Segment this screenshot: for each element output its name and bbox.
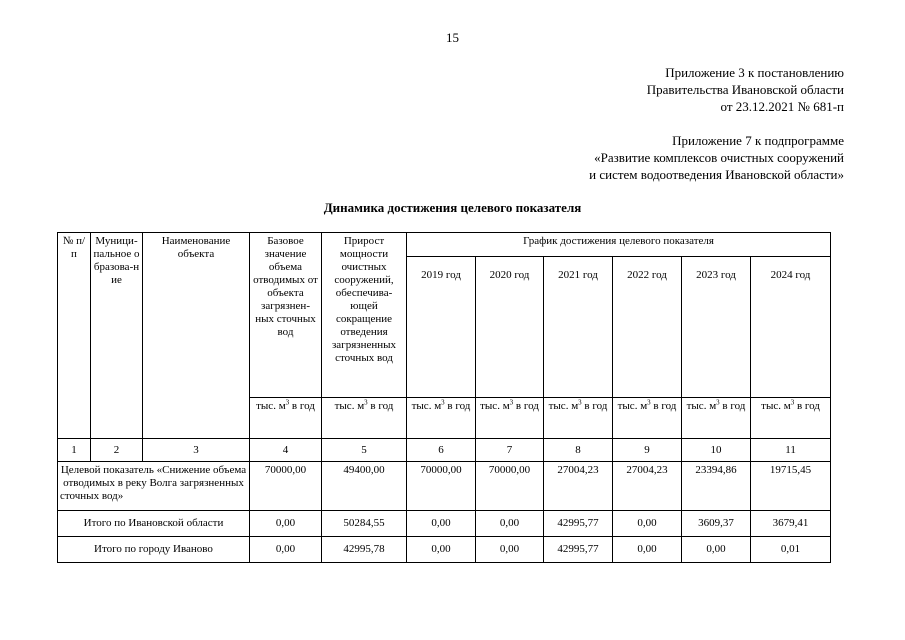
- unit-suffix: в год: [367, 400, 394, 412]
- row-label: Целевой показатель «Снижение объема отводимых в реку Волга загрязненных сточных вод»: [58, 462, 250, 511]
- header-schedule: График достижения целевого показателя: [407, 233, 831, 257]
- header-capacity-growth: Прирост мощности очистных сооружений, обеспечива-ющей сокращение отведения загрязненных сточных вод: [322, 233, 407, 398]
- appendix-3-heading: [647, 64, 844, 115]
- unit-prefix: тыс. м: [411, 400, 442, 412]
- cell-value: 42995,77: [544, 511, 613, 537]
- unit-prefix: тыс. м: [334, 400, 365, 412]
- cell-value: 0,00: [407, 511, 476, 537]
- unit-prefix: тыс. м: [686, 400, 717, 412]
- header-year: 2022 год: [613, 257, 682, 398]
- cell-value: 42995,78: [322, 537, 407, 563]
- column-number: 11: [751, 439, 831, 462]
- cell-value: 70000,00: [476, 462, 544, 511]
- cell-value: 70000,00: [250, 462, 322, 511]
- unit-cell: [322, 398, 407, 439]
- unit-exponent: 3: [647, 398, 651, 407]
- unit-exponent: 3: [509, 398, 514, 407]
- unit-cell: [544, 398, 613, 439]
- column-number: 8: [544, 439, 613, 462]
- unit-exponent: 3: [716, 398, 720, 407]
- unit-prefix: тыс. м: [617, 400, 648, 412]
- cell-value: 0,00: [250, 511, 322, 537]
- unit-suffix: в год: [719, 400, 746, 412]
- cell-value: 27004,23: [544, 462, 613, 511]
- unit-cell: [682, 398, 751, 439]
- column-number: 9: [613, 439, 682, 462]
- cell-value: 0,00: [476, 537, 544, 563]
- unit-suffix: в год: [581, 400, 608, 412]
- cell-value: 0,00: [613, 537, 682, 563]
- header-year: 2020 год: [476, 257, 544, 398]
- cell-value: 42995,77: [544, 537, 613, 563]
- page-number: 15: [446, 30, 459, 45]
- header-year: 2019 год: [407, 257, 476, 398]
- unit-prefix: тыс. м: [761, 400, 791, 412]
- unit-suffix: в год: [513, 400, 539, 412]
- unit-prefix: тыс. м: [548, 400, 579, 412]
- appendix-7-line: и систем водоотведения Ивановской области»: [589, 167, 844, 182]
- appendix-3-line: Приложение 3 к постановлению: [665, 65, 844, 80]
- header-municipality: Муници-пальное образова-ние: [91, 233, 143, 439]
- appendix-7-line: Приложение 7 к подпрограмме: [672, 133, 844, 148]
- column-number: 7: [476, 439, 544, 462]
- cell-value: 19715,45: [751, 462, 831, 511]
- cell-value: 23394,86: [682, 462, 751, 511]
- unit-suffix: в год: [794, 400, 820, 412]
- cell-value: 0,00: [613, 511, 682, 537]
- header-year: 2023 год: [682, 257, 751, 398]
- unit-exponent: 3: [441, 398, 445, 407]
- cell-value: 50284,55: [322, 511, 407, 537]
- cell-value: 0,00: [476, 511, 544, 537]
- column-number: 2: [91, 439, 143, 462]
- cell-value: 3609,37: [682, 511, 751, 537]
- header-object: Наименование объекта: [143, 233, 250, 439]
- column-number: 1: [58, 439, 91, 462]
- cell-value: 0,00: [682, 537, 751, 563]
- header-base-value: Базовое значение объема отводимых от объекта загрязнен-ных сточных вод: [250, 233, 322, 398]
- row-label: Итого по Ивановской области: [58, 511, 250, 537]
- cell-value: 49400,00: [322, 462, 407, 511]
- row-label: Итого по городу Иваново: [58, 537, 250, 563]
- unit-exponent: 3: [285, 398, 290, 407]
- unit-exponent: 3: [790, 398, 795, 407]
- unit-prefix: тыс. м: [256, 400, 286, 412]
- cell-value: 3679,41: [751, 511, 831, 537]
- column-number: 6: [407, 439, 476, 462]
- unit-suffix: в год: [650, 400, 677, 412]
- column-number: 3: [143, 439, 250, 462]
- cell-value: 27004,23: [613, 462, 682, 511]
- table-row: [58, 537, 831, 563]
- unit-cell: [250, 398, 322, 439]
- appendix-7-heading: [589, 132, 844, 183]
- table-row: [58, 511, 831, 537]
- column-number: 5: [322, 439, 407, 462]
- appendix-7-line: «Развитие комплексов очистных сооружений: [594, 150, 844, 165]
- cell-value: 0,00: [407, 537, 476, 563]
- unit-cell: [613, 398, 682, 439]
- unit-suffix: в год: [289, 400, 315, 412]
- document-title: Динамика достижения целевого показателя: [323, 200, 582, 215]
- table-row: [58, 462, 831, 511]
- appendix-3-line: от 23.12.2021 № 681-п: [720, 99, 844, 114]
- unit-cell: [476, 398, 544, 439]
- unit-cell: [407, 398, 476, 439]
- unit-suffix: в год: [444, 400, 471, 412]
- unit-cell: [751, 398, 831, 439]
- column-number: 4: [250, 439, 322, 462]
- cell-value: 70000,00: [407, 462, 476, 511]
- cell-value: 0,01: [751, 537, 831, 563]
- cell-value: 0,00: [250, 537, 322, 563]
- unit-prefix: тыс. м: [480, 400, 510, 412]
- header-num: № п/п: [58, 233, 91, 439]
- header-year: 2021 год: [544, 257, 613, 398]
- header-year: 2024 год: [751, 257, 831, 398]
- unit-exponent: 3: [364, 398, 368, 407]
- appendix-3-line: Правительства Ивановской области: [646, 82, 844, 97]
- column-number: 10: [682, 439, 751, 462]
- target-indicator-table: [57, 232, 831, 563]
- unit-exponent: 3: [578, 398, 582, 407]
